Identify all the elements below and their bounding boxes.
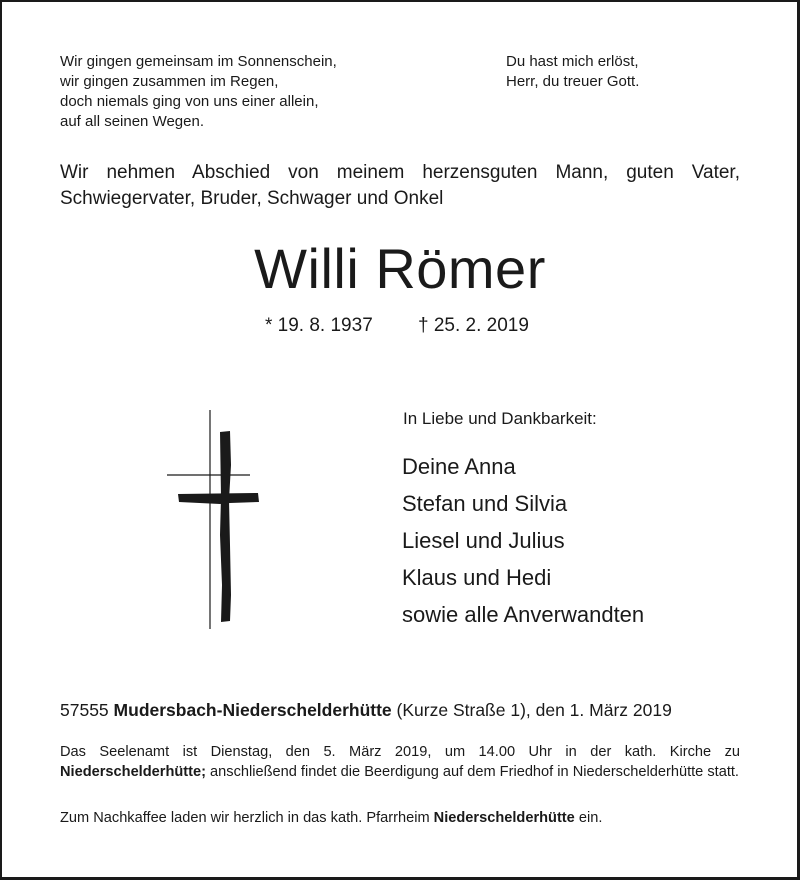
- address-zip: 57555: [60, 700, 109, 720]
- service-text: Das Seelenamt ist Dienstag, den 5. März 2019, um 14.00 Uhr in der kath. Kirche zu: [60, 744, 740, 760]
- poem-line: Wir gingen gemeinsam im Sonnenschein,: [60, 53, 337, 70]
- cross-icon: [160, 405, 270, 635]
- deceased-name: Willi Römer: [254, 237, 546, 300]
- coffee-info: [60, 808, 740, 828]
- service-info: [60, 742, 740, 782]
- service-text-2: anschließend findet die Beerdigung auf dem Friedhof in Niederschelderhütte statt.: [210, 764, 739, 780]
- mourners-list: [402, 450, 644, 635]
- coffee-text-2: ein.: [578, 810, 603, 826]
- death-date: † 25. 2. 2019: [418, 315, 529, 336]
- coffee-place: Niederschelderhütte: [433, 810, 575, 826]
- poem-line: doch niemals ging von uns einer allein,: [60, 93, 319, 110]
- mourner-name: Liesel und Julius: [402, 528, 565, 553]
- intro-line: Schwiegervater, Bruder, Schwager und Onkel: [60, 188, 444, 209]
- address-rest: (Kurze Straße 1), den 1. März 2019: [396, 700, 672, 720]
- birth-date: * 19. 8. 1937: [265, 315, 373, 336]
- mourner-name: Deine Anna: [402, 454, 516, 479]
- bible-verse: [506, 52, 639, 92]
- address-line: [60, 698, 740, 722]
- mourner-name: Stefan und Silvia: [402, 491, 568, 516]
- address-town: Mudersbach-Niederschelderhütte: [113, 700, 392, 720]
- gratitude-line: In Liebe und Dankbarkeit:: [403, 409, 597, 428]
- farewell-intro: [60, 160, 740, 212]
- verse-line: Herr, du treuer Gott.: [506, 73, 640, 90]
- coffee-text: Zum Nachkaffee laden wir herzlich in das kath. Pfarrheim: [60, 810, 430, 826]
- service-place: Niederschelderhütte;: [60, 764, 206, 780]
- intro-line: Wir nehmen Abschied von meinem herzensguten Mann, guten Vater,: [60, 162, 740, 183]
- poem-line: wir gingen zusammen im Regen,: [60, 73, 279, 90]
- verse-line: Du hast mich erlöst,: [506, 53, 639, 70]
- mourner-name: sowie alle Anverwandten: [402, 602, 645, 627]
- poem-line: auf all seinen Wegen.: [60, 113, 204, 130]
- mourner-name: Klaus und Hedi: [402, 565, 552, 590]
- poem-left: [60, 52, 337, 132]
